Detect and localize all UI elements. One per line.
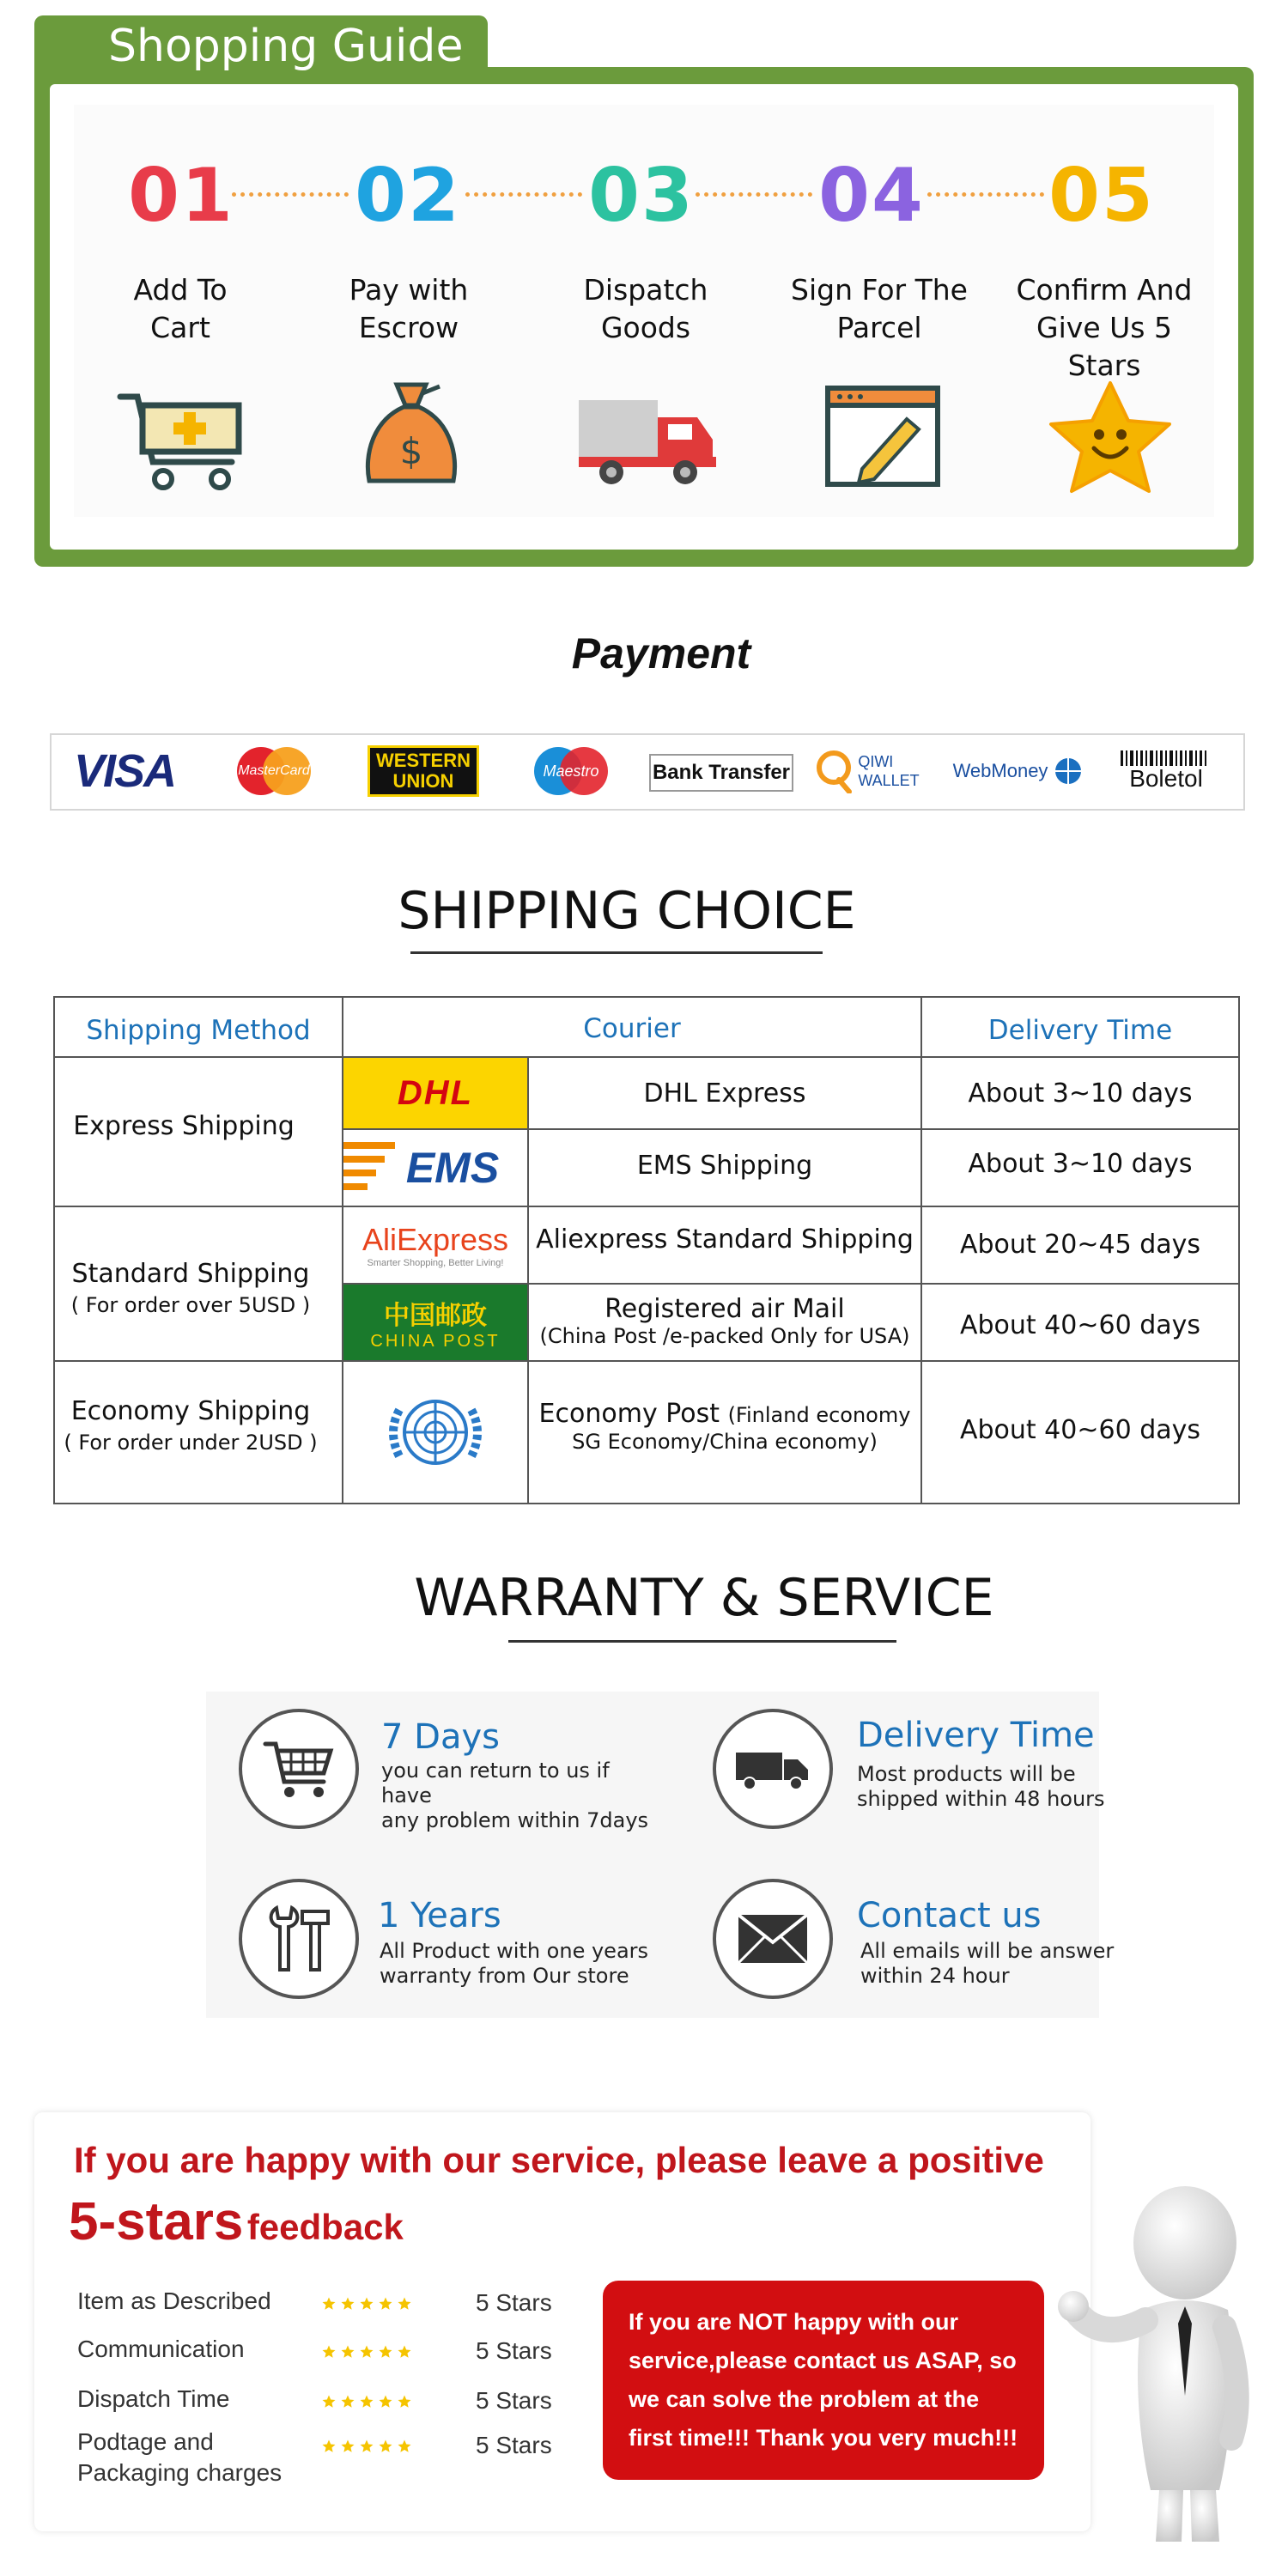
feedback-headline-stars: 5-stars feedback — [69, 2192, 404, 2251]
star-icon — [321, 2389, 337, 2415]
un-globe-icon — [382, 1384, 489, 1480]
table-header-courier: Courier — [583, 1013, 681, 1044]
delivery-time-ems: About 3~10 days — [968, 1149, 1193, 1179]
sign-document-icon — [811, 378, 957, 498]
step-label-4: Sign For The Parcel — [791, 273, 968, 344]
star-icon — [397, 2389, 412, 2415]
pointing-man-figure — [1056, 2181, 1279, 2559]
barcode-icon — [1119, 750, 1213, 766]
truck-icon — [575, 378, 721, 498]
feedback-headline: If you are happy with our service, please leave a positive — [74, 2140, 1044, 2180]
china-post-logo: 中国邮政 CHINA POST — [343, 1285, 527, 1360]
rating-value-item-described: 5 Stars — [476, 2289, 552, 2316]
step-label-1: Add To Cart — [133, 273, 228, 344]
method-economy: Economy Shipping ( For order under 2USD ) — [64, 1396, 318, 1455]
rating-stars-postage — [321, 2433, 416, 2459]
star-icon — [397, 2433, 412, 2459]
courier-ems: EMS Shipping — [636, 1151, 813, 1181]
star-icon — [340, 2339, 355, 2365]
table-border — [53, 1056, 1240, 1058]
table-header-method: Shipping Method — [86, 1015, 311, 1046]
shipping-title-underline — [410, 951, 823, 954]
table-header-delivery: Delivery Time — [987, 1015, 1173, 1046]
delivery-truck-icon — [734, 1747, 811, 1790]
bank-transfer-logo: Bank Transfer — [649, 754, 793, 792]
warranty-desc-delivery: Most products will be shipped within 48 hours — [857, 1762, 1105, 1811]
warranty-tools-circle — [239, 1879, 359, 1999]
table-border — [53, 1503, 1240, 1504]
svg-text:$: $ — [399, 430, 423, 472]
un-emblem-logo — [343, 1362, 527, 1503]
step-label-5: Confirm And Give Us 5 Stars — [1016, 273, 1193, 382]
star-icon — [359, 2389, 374, 2415]
rating-stars-item-described — [321, 2291, 416, 2317]
warranty-desc-1-years: All Product with one years warranty from Our store — [380, 1939, 649, 1988]
table-border — [53, 1206, 1240, 1207]
step-number-2: 02 — [355, 153, 461, 239]
tools-icon — [264, 1903, 333, 1975]
star-icon — [397, 2339, 412, 2365]
step-number-1: 01 — [128, 153, 234, 239]
contact-notice-box — [603, 2281, 1044, 2480]
warranty-title-contact: Contact us — [857, 1896, 1042, 1935]
ems-logo: EMS — [343, 1130, 527, 1206]
delivery-time-aliexpress: About 20~45 days — [959, 1230, 1201, 1260]
courier-aliexpress: Aliexpress Standard Shipping — [536, 1224, 914, 1255]
courier-economy-post: Economy Post (Finland economy SG Economy/China economy) — [538, 1399, 911, 1454]
star-icon — [321, 2291, 337, 2317]
courier-china-post: Registered air Mail (China Post /e-packed Only for USA) — [539, 1294, 910, 1348]
dhl-logo: DHL — [343, 1058, 527, 1128]
step-connector — [465, 192, 582, 197]
globe-icon — [1053, 756, 1084, 787]
shopping-guide-title: Shopping Guide — [108, 21, 464, 72]
rating-value-communication: 5 Stars — [476, 2337, 552, 2364]
method-express: Express Shipping — [73, 1111, 295, 1141]
shopping-cart-icon — [262, 1737, 336, 1801]
rating-label-postage: Podtage and Packaging charges — [77, 2428, 283, 2486]
delivery-time-economy: About 40~60 days — [959, 1415, 1201, 1445]
delivery-time-china-post: About 40~60 days — [959, 1310, 1201, 1340]
rating-value-dispatch-time: 5 Stars — [476, 2387, 552, 2414]
rating-value-postage: 5 Stars — [476, 2432, 552, 2458]
rating-label-communication: Communication — [77, 2336, 245, 2362]
step-connector — [696, 192, 812, 197]
mastercard-logo: MasterCard — [228, 745, 319, 797]
star-icon — [359, 2339, 374, 2365]
step-label-3: Dispatch Goods — [583, 273, 708, 344]
rating-stars-communication — [321, 2339, 416, 2365]
qiwi-icon — [815, 749, 853, 793]
webmoney-logo: WebMoney — [950, 745, 1087, 797]
star-icon — [340, 2433, 355, 2459]
qiwi-wallet-logo: QIWI WALLET — [807, 745, 927, 797]
step-connector — [232, 192, 349, 197]
warranty-title: WARRANTY & SERVICE — [414, 1568, 994, 1628]
star-icon — [340, 2389, 355, 2415]
star-icon — [378, 2291, 393, 2317]
warranty-desc-contact: All emails will be answer within 24 hour — [860, 1939, 1115, 1988]
envelope-icon — [737, 1913, 809, 1965]
step-number-4: 04 — [818, 153, 925, 239]
rating-label-dispatch-time: Dispatch Time — [77, 2385, 230, 2412]
delivery-time-dhl: About 3~10 days — [968, 1078, 1193, 1109]
payment-title: Payment — [571, 629, 751, 677]
step-number-3: 03 — [588, 153, 695, 239]
visa-logo: VISA — [73, 745, 176, 797]
courier-dhl: DHL Express — [643, 1078, 806, 1109]
money-bag-icon — [338, 378, 484, 498]
warranty-envelope-circle — [713, 1879, 833, 1999]
aliexpress-logo: AliExpress Smarter Shopping, Better Living! — [343, 1207, 527, 1283]
contact-notice-text: If you are NOT happy with our service,please contact us ASAP, so we can solve the problem at the first time!!! Thank you very much!!! — [629, 2309, 1018, 2451]
warranty-title-underline — [508, 1640, 896, 1643]
warranty-truck-circle — [713, 1709, 833, 1829]
table-border — [1238, 996, 1240, 1504]
step-connector — [927, 192, 1044, 197]
star-icon — [397, 2291, 412, 2317]
table-border — [53, 1360, 1240, 1362]
warranty-title-7-days: 7 Days — [381, 1717, 500, 1757]
star-icon — [321, 2339, 337, 2365]
step-label-2: Pay with Escrow — [349, 273, 469, 344]
shipping-title: SHIPPING CHOICE — [398, 881, 856, 941]
rating-label-item-described: Item as Described — [77, 2287, 271, 2314]
star-icon — [378, 2389, 393, 2415]
warranty-title-delivery: Delivery Time — [857, 1716, 1095, 1755]
table-border — [53, 996, 1240, 998]
star-icon — [359, 2291, 374, 2317]
warranty-desc-7-days: you can return to us if have any problem within 7days — [381, 1759, 649, 1832]
step-number-5: 05 — [1048, 153, 1155, 239]
rating-stars-dispatch-time — [321, 2389, 416, 2415]
star-icon — [321, 2433, 337, 2459]
smiling-star-icon — [1037, 378, 1183, 498]
star-icon — [378, 2433, 393, 2459]
warranty-title-1-years: 1 Years — [378, 1896, 501, 1935]
star-icon — [378, 2339, 393, 2365]
boleto-logo: Boletol — [1116, 745, 1216, 797]
maestro-logo: Maestro — [526, 745, 617, 797]
western-union-logo: WESTERN UNION — [368, 745, 479, 797]
warranty-cart-circle — [239, 1709, 359, 1829]
method-standard: Standard Shipping ( For order over 5USD ) — [70, 1259, 311, 1317]
star-icon — [359, 2433, 374, 2459]
shopping-cart-icon — [112, 378, 258, 498]
star-icon — [340, 2291, 355, 2317]
shopping-guide-tab — [34, 15, 488, 77]
